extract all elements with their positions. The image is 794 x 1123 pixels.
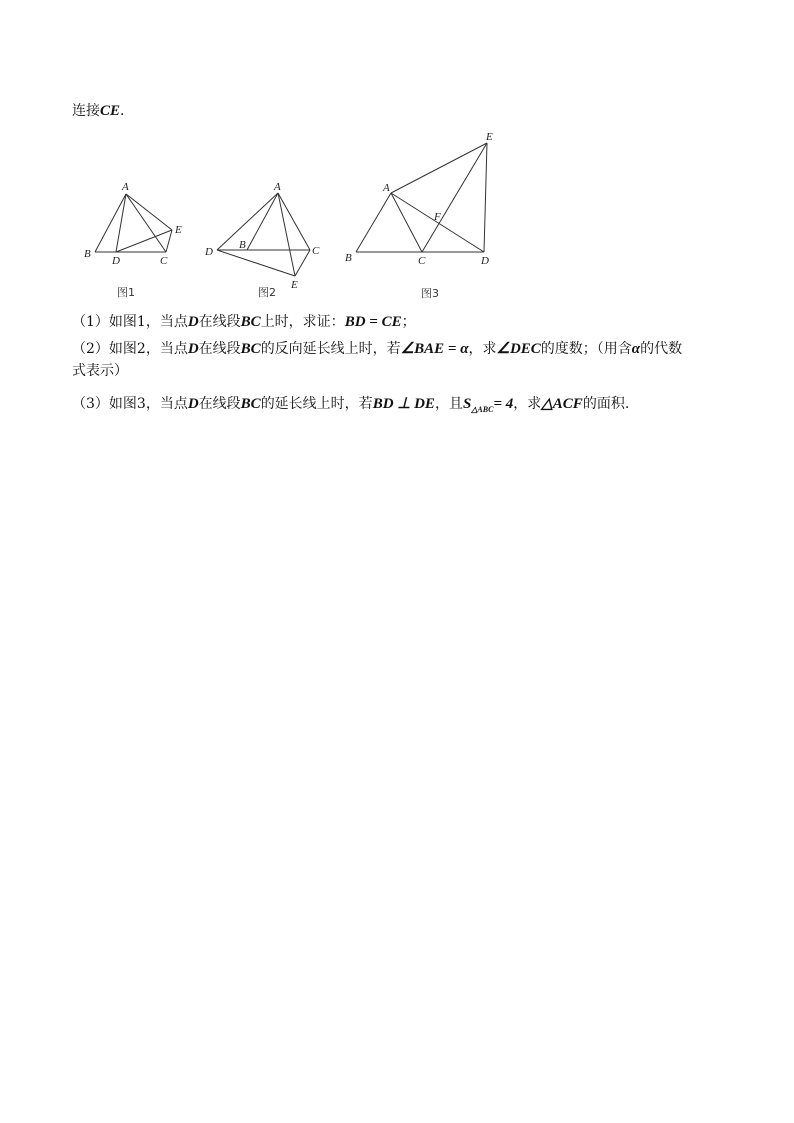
q2-text-6: 的代数 xyxy=(640,341,683,357)
seg-ac xyxy=(391,193,422,252)
q2-text-3: 的反向延长线上时，若 xyxy=(260,341,401,357)
figure-3 xyxy=(344,128,504,307)
q3-math-6: △ACF xyxy=(541,396,583,412)
q3-text-6: 的面积. xyxy=(582,396,630,412)
figure-3-caption: 图3 xyxy=(421,287,439,300)
point-a-label: A xyxy=(274,181,281,193)
q3-text-5: ，求 xyxy=(513,396,542,412)
point-e-label: E xyxy=(486,131,493,143)
q3-text-4: ，且 xyxy=(434,396,463,412)
point-b-label: B xyxy=(84,248,91,260)
point-c-label: C xyxy=(160,255,168,267)
point-b-label: B xyxy=(239,239,246,251)
q2-math-2: BC xyxy=(240,341,261,357)
figure-3-diagram xyxy=(344,128,504,303)
seg-ce xyxy=(295,250,310,276)
q2-text-1: （2）如图2，当点 xyxy=(72,341,188,357)
q3-math-5: = 4 xyxy=(493,396,514,412)
q3-math-4-sub: △ABC xyxy=(471,405,494,414)
point-b-label: B xyxy=(345,252,352,264)
intro-math: CE xyxy=(100,103,121,119)
question-2-continued xyxy=(72,362,128,380)
seg-ae xyxy=(278,193,295,276)
q3-text-1: （3）如图3，当点 xyxy=(72,396,188,412)
q2-math-1: D xyxy=(187,341,199,357)
point-c-label: C xyxy=(312,245,320,257)
seg-de xyxy=(217,250,295,276)
q2-text-4: ，求 xyxy=(468,341,497,357)
q2-text-5: 的度数；（用含 xyxy=(540,341,632,357)
question-2 xyxy=(72,340,682,358)
seg-ac xyxy=(278,193,310,250)
seg-ae xyxy=(126,194,172,230)
question-1 xyxy=(72,313,416,331)
point-d-label: D xyxy=(112,255,120,267)
intro-line xyxy=(72,102,124,120)
question-3 xyxy=(72,395,629,415)
q2-math-4: ∠DEC xyxy=(496,341,541,357)
seg-ad xyxy=(217,193,278,250)
q2-line-2: 式表示） xyxy=(72,363,128,379)
q1-text-4: ； xyxy=(401,314,416,330)
q1-text-3: 上时，求证： xyxy=(260,314,345,330)
q2-math-3: ∠BAE = α xyxy=(400,341,469,357)
q1-math-1: D xyxy=(187,314,199,330)
point-a-label: A xyxy=(122,181,129,193)
seg-ce xyxy=(166,230,172,252)
figure-2-diagram xyxy=(203,178,328,303)
point-e-label: E xyxy=(175,224,182,236)
figure-2-caption: 图2 xyxy=(258,286,276,299)
point-a-label: A xyxy=(383,182,390,194)
q3-math-2: BC xyxy=(240,396,261,412)
q3-math-4: S xyxy=(462,396,472,412)
figure-1-diagram xyxy=(80,178,190,303)
intro-text: 连接 xyxy=(72,103,100,119)
point-c-label: C xyxy=(418,255,426,267)
q1-text-2: 在线段 xyxy=(198,314,241,330)
figure-1-caption: 图1 xyxy=(117,286,135,299)
q1-text-1: （1）如图1，当点 xyxy=(72,314,188,330)
q1-math-3: BD = CE xyxy=(344,314,402,330)
figure-2 xyxy=(203,178,328,307)
seg-ab xyxy=(356,193,391,252)
seg-de xyxy=(484,143,487,252)
q3-math-1: D xyxy=(187,396,199,412)
intro-period: . xyxy=(120,103,125,119)
seg-ac xyxy=(126,194,166,252)
seg-ab xyxy=(247,193,278,250)
q3-math-3: BD ⊥ DE xyxy=(372,396,435,412)
point-d-label: D xyxy=(481,255,489,267)
point-e-label: E xyxy=(291,279,298,291)
figure-1 xyxy=(80,178,190,307)
q3-text-3: 的延长线上时，若 xyxy=(260,396,373,412)
q2-math-5: α xyxy=(631,341,641,357)
q3-text-2: 在线段 xyxy=(198,396,241,412)
point-f-label: F xyxy=(434,211,441,223)
q1-math-2: BC xyxy=(240,314,261,330)
point-d-label: D xyxy=(205,246,213,258)
seg-ce xyxy=(422,143,487,252)
q2-text-2: 在线段 xyxy=(198,341,241,357)
